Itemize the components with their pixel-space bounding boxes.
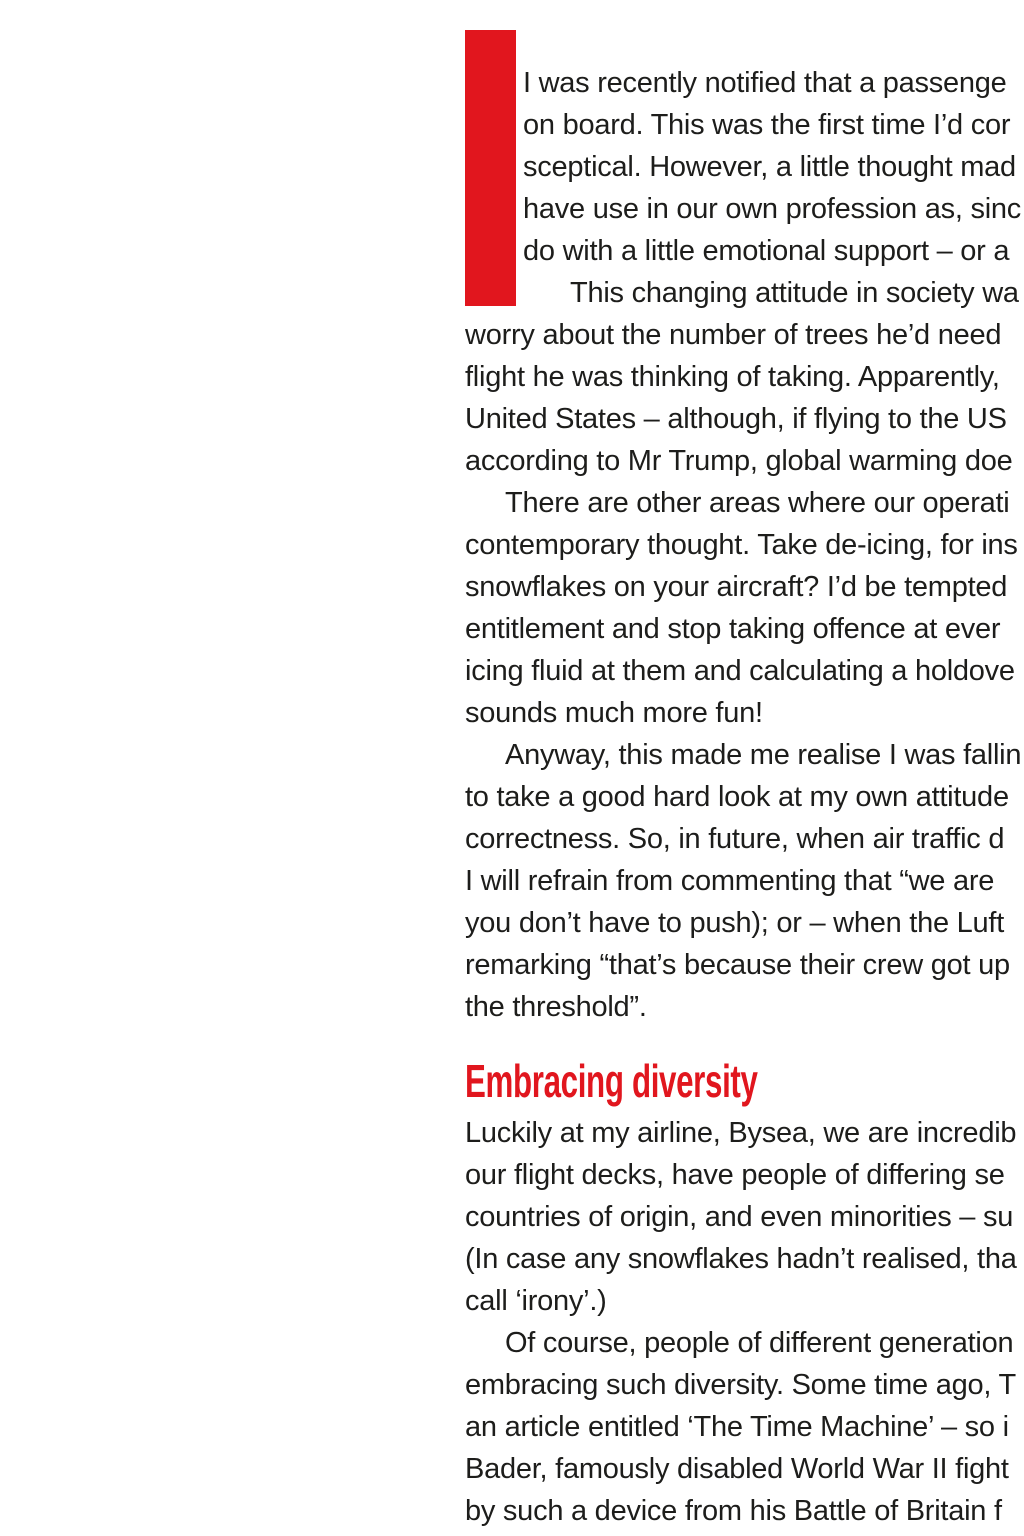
article-line: contemporary thought. Take de-icing, for ins: [465, 529, 1018, 561]
article-line: have use in our own profession as, sinc: [523, 193, 1022, 225]
red-accent-bar: [465, 30, 516, 306]
article-line: by such a device from his Battle of Britain f: [465, 1495, 1002, 1527]
article-line: you don’t have to push); or – when the Luft: [465, 907, 1005, 939]
article-line: (In case any snowflakes hadn’t realised, tha: [465, 1243, 1017, 1275]
article-line: This changing attitude in society wa: [570, 277, 1019, 309]
article-line: according to Mr Trump, global warming doe: [465, 445, 1013, 477]
article-line: an article entitled ‘The Time Machine’ – so i: [465, 1411, 1009, 1443]
article-line: the threshold”.: [465, 991, 647, 1023]
article-line: countries of origin, and even minorities – su: [465, 1201, 1014, 1233]
article-line: worry about the number of trees he’d need: [465, 319, 1002, 351]
article-line: Bader, famously disabled World War II fight: [465, 1453, 1009, 1485]
article-line: I was recently notified that a passenge: [523, 67, 1007, 99]
article-line: to take a good hard look at my own attitude: [465, 781, 1009, 813]
article-line: sounds much more fun!: [465, 697, 763, 729]
article-line: I will refrain from commenting that “we are: [465, 865, 995, 897]
article-line: Anyway, this made me realise I was fallin: [505, 739, 1022, 771]
article-line: embracing such diversity. Some time ago, T: [465, 1369, 1016, 1401]
article-line: snowflakes on your aircraft? I’d be tempted: [465, 571, 1008, 603]
article-flow: [465, 0, 1024, 1532]
article-line: United States – although, if flying to the US: [465, 403, 1007, 435]
article-line: icing fluid at them and calculating a holdove: [465, 655, 1015, 687]
article-line: There are other areas where our operati: [505, 487, 1010, 519]
article-line: Luckily at my airline, Bysea, we are incredib: [465, 1117, 1017, 1149]
article-line: entitlement and stop taking offence at ever: [465, 613, 1001, 645]
article-line: our flight decks, have people of differing se: [465, 1159, 1005, 1191]
article-line: Of course, people of different generation: [505, 1327, 1014, 1359]
article-line: sceptical. However, a little thought mad: [523, 151, 1016, 183]
article-line: correctness. So, in future, when air traffic d: [465, 823, 1005, 855]
article-line: do with a little emotional support – or a: [523, 235, 1010, 267]
article-line: call ‘irony’.): [465, 1285, 607, 1317]
article-line: flight he was thinking of taking. Apparently,: [465, 361, 1000, 393]
article-line: remarking “that’s because their crew got up: [465, 949, 1010, 981]
article-line: on board. This was the first time I’d cor: [523, 109, 1011, 141]
section-heading: Embracing diversity: [465, 1055, 758, 1107]
article-column: [465, 0, 1024, 1532]
